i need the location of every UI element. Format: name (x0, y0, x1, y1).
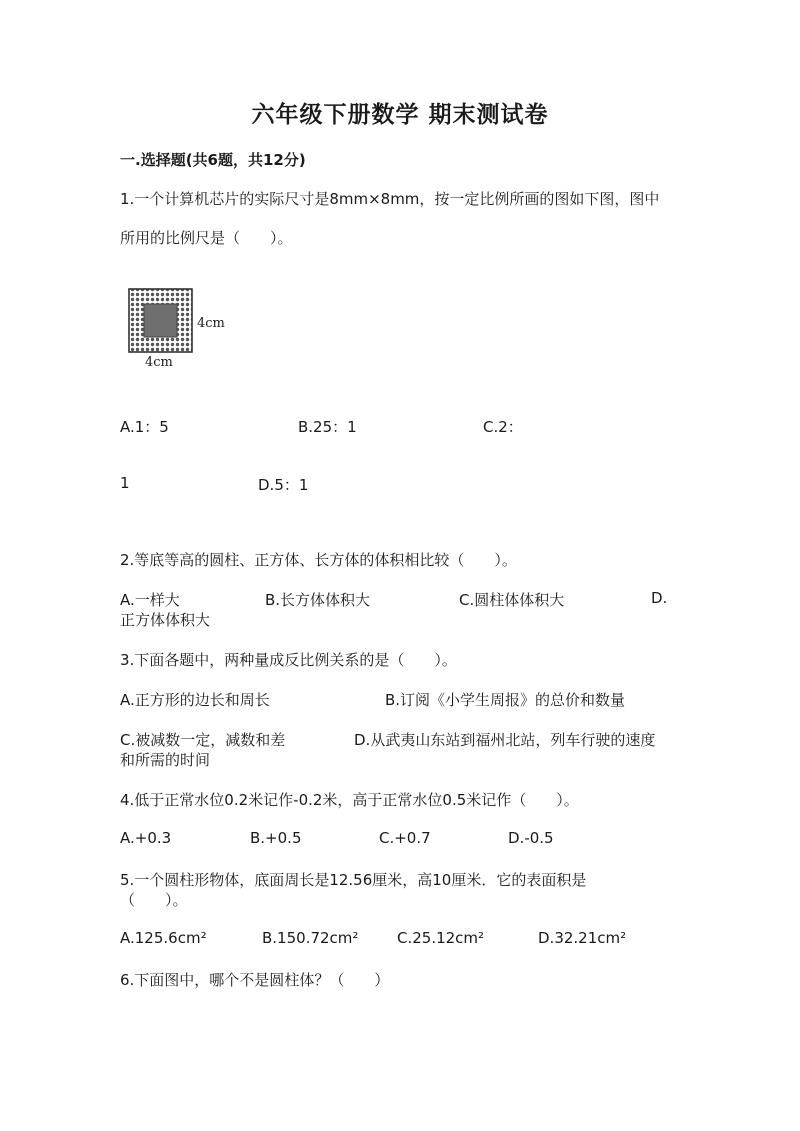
q3-option-d-continued: 和所需的时间 (120, 751, 211, 769)
q3-option-c[interactable]: C.被减数一定，减数和差 (120, 731, 286, 749)
q2-option-a[interactable]: A.一样大 (120, 591, 180, 609)
q5-stem-line1: 5.一个圆柱形物体，底面周长是12.56厘米，高10厘米．它的表面积是 (120, 871, 587, 889)
q5-option-c[interactable]: C.25.12cm² (397, 929, 485, 947)
chip-bottom-label: 4cm (145, 355, 173, 370)
q2-option-b[interactable]: B.长方体体积大 (265, 591, 371, 609)
q1-option-d[interactable]: D.5：1 (258, 476, 309, 494)
page-title: 六年级下册数学 期末测试卷 (251, 102, 549, 128)
q2-option-d[interactable]: D. (651, 589, 668, 607)
section-heading: 一.选择题(共6题，共12分) (120, 151, 306, 169)
q1-option-c[interactable]: C.2： (483, 418, 523, 436)
q2-option-c[interactable]: C.圆柱体体积大 (459, 591, 565, 609)
q3-option-d[interactable]: D.从武夷山东站到福州北站，列车行驶的速度 (354, 731, 656, 749)
q4-option-b[interactable]: B.+0.5 (250, 829, 302, 847)
chip-inner-square (144, 304, 177, 337)
q5-option-b[interactable]: B.150.72cm² (262, 929, 359, 947)
q2-option-d-continued: 正方体体积大 (120, 611, 211, 629)
q6-stem: 6.下面图中，哪个不是圆柱体？（ ） (120, 971, 390, 989)
q5-stem-line2: （ ）。 (120, 891, 188, 909)
chip-right-label: 4cm (197, 316, 225, 331)
q4-option-c[interactable]: C.+0.7 (379, 829, 431, 847)
q1-stem-line2: 所用的比例尺是（ ）。 (120, 229, 293, 247)
q3-stem: 3.下面各题中，两种量成反比例关系的是（ ）。 (120, 651, 457, 669)
q4-option-a[interactable]: A.+0.3 (120, 829, 172, 847)
q1-chip-figure (120, 282, 240, 372)
q5-option-d[interactable]: D.32.21cm² (538, 929, 627, 947)
q3-option-a[interactable]: A.正方形的边长和周长 (120, 691, 270, 709)
q4-stem: 4.低于正常水位0.2米记作-0.2米，高于正常水位0.5米记作（ ）。 (120, 791, 579, 809)
q1-option-c-continued: 1 (120, 474, 130, 492)
q4-option-d[interactable]: D.-0.5 (508, 829, 554, 847)
q1-option-a[interactable]: A.1：5 (120, 418, 169, 436)
q3-option-b[interactable]: B.订阅《小学生周报》的总价和数量 (385, 691, 626, 709)
q5-option-a[interactable]: A.125.6cm² (120, 929, 207, 947)
q1-option-b[interactable]: B.25：1 (298, 418, 357, 436)
q2-stem: 2.等底等高的圆柱、正方体、长方体的体积相比较（ ）。 (120, 551, 517, 569)
q1-stem-line1: 1.一个计算机芯片的实际尺寸是8mm×8mm，按一定比例所画的图如下图，图中 (120, 190, 660, 208)
